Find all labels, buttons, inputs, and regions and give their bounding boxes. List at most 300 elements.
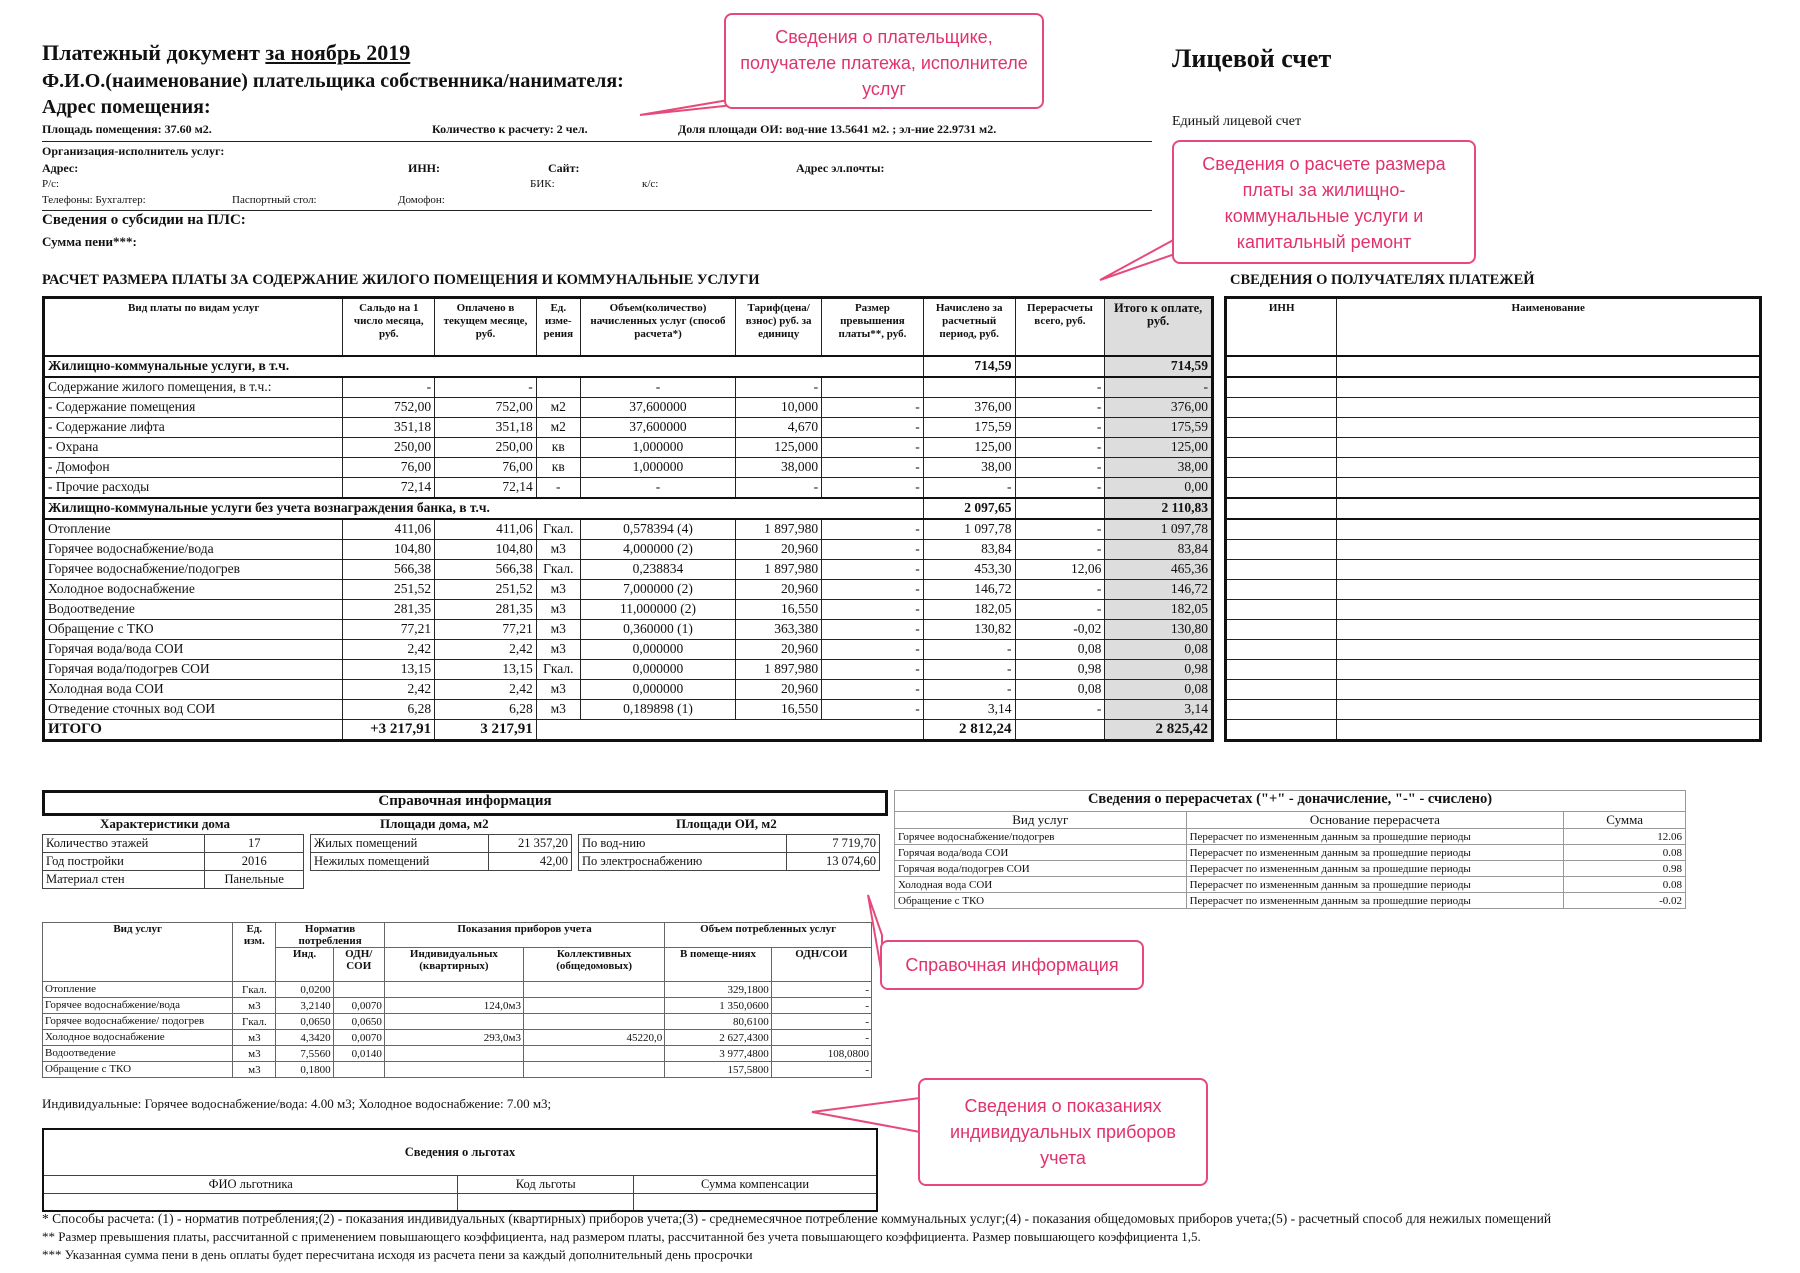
meter-cell: Горячее водоснабжение/ подогрев <box>43 1014 233 1030</box>
calc-cell: 1,000000 <box>580 437 736 457</box>
calc-cell: - <box>1015 457 1105 477</box>
calc-cell: - <box>1015 699 1105 719</box>
recalc-cell: 0.08 <box>1564 877 1686 893</box>
meter-cell: - <box>771 1014 871 1030</box>
recipient-row <box>1226 699 1761 719</box>
calc-cell: 752,00 <box>343 397 435 417</box>
recipients-table <box>1224 296 1762 742</box>
footnote-3: *** Указанная сумма пени в день оплаты будет пересчитана исходя из расчета пени за каждый дополнительный день просрочки <box>42 1247 753 1262</box>
recalc-cell: Обращение с ТКО <box>895 893 1187 909</box>
meter-cell: 3 977,4800 <box>665 1046 771 1062</box>
recipient-row <box>1226 417 1761 437</box>
calc-cell: - <box>822 679 924 699</box>
col-unit: Ед. изме-рения <box>536 298 580 356</box>
calc-cell: м2 <box>536 417 580 437</box>
col-service: Вид платы по видам услуг <box>44 298 343 356</box>
meter-cell <box>524 1046 665 1062</box>
meter-col-inroom: В помеще-ниях <box>665 948 771 982</box>
calc-cell: 83,84 <box>1105 539 1213 559</box>
calc-cell: Гкал. <box>536 659 580 679</box>
calc-cell: 146,72 <box>923 579 1015 599</box>
ref-label: Нежилых помещений <box>311 853 489 871</box>
calc-cell: 2,42 <box>343 639 435 659</box>
meter-cell: м3 <box>233 1046 276 1062</box>
meter-cell: 157,5800 <box>665 1062 771 1078</box>
calc-cell: 38,000 <box>736 457 822 477</box>
calc-cell: 1 897,980 <box>736 559 822 579</box>
calc-cell: - <box>536 477 580 498</box>
meter-row <box>43 1014 872 1030</box>
house-title: Характеристики дома <box>100 816 230 831</box>
recipient-row <box>1226 477 1761 498</box>
calc-cell: Водоотведение <box>44 599 343 619</box>
meter-cell: 0,0070 <box>333 998 384 1014</box>
col-excess: Размер превышения платы**, руб. <box>822 298 924 356</box>
recipient-row <box>1226 377 1761 398</box>
calc-cell: - <box>822 519 924 540</box>
meter-cell: - <box>771 1062 871 1078</box>
meter-cell: м3 <box>233 998 276 1014</box>
ref-value: 42,00 <box>489 853 572 871</box>
calc-cell: - <box>1015 519 1105 540</box>
calc-cell: - <box>1105 377 1213 398</box>
reference-title: Справочная информация <box>42 790 888 816</box>
calc-cell: Гкал. <box>536 559 580 579</box>
ref-value: Панельные <box>205 871 304 889</box>
recalc-title: Сведения о перерасчетах ("+" - доначисление, "-" - счислено) <box>894 790 1686 811</box>
penalty-label: Сумма пени***: <box>42 234 137 249</box>
calc-row <box>44 619 1213 639</box>
col-accrued: Начислено за расчетный период, руб. <box>923 298 1015 356</box>
recalc-cell: Холодная вода СОИ <box>895 877 1187 893</box>
meter-cell: Горячее водоснабжение/вода <box>43 998 233 1014</box>
calc-cell: 20,960 <box>736 679 822 699</box>
calc-cell: кв <box>536 437 580 457</box>
recalc-row <box>895 829 1686 845</box>
meter-cell: 124,0м3 <box>384 998 523 1014</box>
calc-row <box>44 417 1213 437</box>
calc-cell: 0,000000 <box>580 659 736 679</box>
recalc-cell: Горячая вода/вода СОИ <box>895 845 1187 861</box>
calc-cell: - Охрана <box>44 437 343 457</box>
calc-cell: 175,59 <box>1105 417 1213 437</box>
meter-row <box>43 1062 872 1078</box>
meter-cell: 7,5560 <box>276 1046 333 1062</box>
calc-cell: Гкал. <box>536 519 580 540</box>
recalc-cell: -0.02 <box>1564 893 1686 909</box>
calc-row <box>44 539 1213 559</box>
meter-col-ind: Инд. <box>276 948 333 982</box>
calc-cell: Горячее водоснабжение/подогрев <box>44 559 343 579</box>
calc-cell: Горячее водоснабжение/вода <box>44 539 343 559</box>
calc-cell: 376,00 <box>923 397 1015 417</box>
recip-inn: ИНН <box>1226 298 1337 356</box>
calc-cell: - <box>822 457 924 477</box>
calc-cell: 4,670 <box>736 417 822 437</box>
meter-cell <box>524 982 665 998</box>
meter-row <box>43 1030 872 1046</box>
recipient-row <box>1226 457 1761 477</box>
recipient-row <box>1226 519 1761 540</box>
calc-cell: 10,000 <box>736 397 822 417</box>
calc-cell: 566,38 <box>343 559 435 579</box>
unified-account: Единый лицевой счет <box>1172 114 1302 129</box>
calc-cell: м3 <box>536 679 580 699</box>
ref-value: 13 074,60 <box>786 853 879 871</box>
oi-title: Площади ОИ, м2 <box>676 816 777 831</box>
ref-label: Материал стен <box>43 871 205 889</box>
col-total: Итого к оплате, руб. <box>1105 298 1213 356</box>
meter-col-unit: Ед. изм. <box>233 923 276 982</box>
calc-cell: 38,00 <box>923 457 1015 477</box>
calc-cell: 20,960 <box>736 539 822 559</box>
benefits-table <box>42 1128 878 1212</box>
recalc-row <box>895 893 1686 909</box>
recalc-cell: Перерасчет по измененным данным за прошедшие периоды <box>1186 829 1564 845</box>
meter-cell <box>524 998 665 1014</box>
meter-cell: 45220,0 <box>524 1030 665 1046</box>
calc-cell: - <box>923 639 1015 659</box>
ref-label: Количество этажей <box>43 835 205 853</box>
recalc-row <box>895 877 1686 893</box>
calc-row <box>44 699 1213 719</box>
meter-cell: - <box>771 1030 871 1046</box>
meters-table <box>42 922 872 1078</box>
meter-col-collective: Коллективных (общедомовых) <box>524 948 665 982</box>
meter-col-service: Вид услуг <box>43 923 233 982</box>
calc-cell: Отопление <box>44 519 343 540</box>
ref-row <box>311 835 572 853</box>
meter-cell: 0,0140 <box>333 1046 384 1062</box>
calc-cell: - <box>343 377 435 398</box>
calc-cell: - <box>822 699 924 719</box>
group-row: Жилищно-коммунальные услуги, в т.ч. 714,59 714,59 <box>44 356 1213 377</box>
calc-cell: м3 <box>536 599 580 619</box>
calc-cell: 12,06 <box>1015 559 1105 579</box>
meter-cell: 4,3420 <box>276 1030 333 1046</box>
footnote-2: ** Размер превышения платы, рассчитанной с применением повышающего коэффициента, над размером платы, рассчитанной без учета повышающего коэффициента. Размер повышающего коэффициента 1,5. <box>42 1229 1201 1244</box>
calc-cell: 0,08 <box>1105 639 1213 659</box>
org-passport: Паспортный стол: <box>232 194 317 206</box>
calc-cell: м2 <box>536 397 580 417</box>
org-phones: Телефоны: Бухгалтер: <box>42 194 146 206</box>
calc-cell: 251,52 <box>435 579 537 599</box>
recipient-row <box>1226 719 1761 740</box>
recipient-row <box>1226 679 1761 699</box>
calc-cell: 0,98 <box>1015 659 1105 679</box>
calc-cell: 351,18 <box>435 417 537 437</box>
house-table <box>42 834 304 889</box>
calc-cell: - Прочие расходы <box>44 477 343 498</box>
calc-cell: - <box>923 477 1015 498</box>
col-volume: Объем(количество) начисленных услуг (способ расчета*) <box>580 298 736 356</box>
calc-cell <box>536 377 580 398</box>
meter-cell <box>333 1062 384 1078</box>
pointer-meter <box>812 1098 920 1132</box>
benef-col-code: Код льготы <box>458 1175 634 1193</box>
calc-cell: 182,05 <box>923 599 1015 619</box>
recalc-cell: Перерасчет по измененным данным за прошедшие периоды <box>1186 877 1564 893</box>
meter-cell <box>384 1014 523 1030</box>
calc-cell: 1,000000 <box>580 457 736 477</box>
calc-row <box>44 679 1213 699</box>
account-title: Лицевой счет <box>1172 44 1332 73</box>
calc-cell <box>923 377 1015 398</box>
calc-cell: 37,600000 <box>580 397 736 417</box>
address-label: Адрес помещения: <box>42 96 211 118</box>
meter-cell <box>384 982 523 998</box>
calc-cell: кв <box>536 457 580 477</box>
ref-label: По электроснабжению <box>579 853 787 871</box>
recipient-row <box>1226 539 1761 559</box>
benefits-title: Сведения о льготах <box>43 1129 877 1175</box>
calc-cell: - <box>1015 417 1105 437</box>
calc-row <box>44 519 1213 540</box>
meter-cell: м3 <box>233 1030 276 1046</box>
recipient-row <box>1226 579 1761 599</box>
recipient-row <box>1226 559 1761 579</box>
calc-row <box>44 579 1213 599</box>
recalc-col-sum: Сумма <box>1564 812 1686 829</box>
meter-col-individual: Индивидуальных (квартирных) <box>384 948 523 982</box>
col-tariff: Тариф(цена/ взнос) руб. за единицу <box>736 298 822 356</box>
share-info: Доля площади ОИ: вод-ние 13.5641 м2. ; эл-ние 22.9731 м2. <box>678 122 997 136</box>
calc-cell: 76,00 <box>343 457 435 477</box>
calc-cell: - <box>1015 437 1105 457</box>
recalc-col-service: Вид услуг <box>895 812 1187 829</box>
calc-cell: 1 897,980 <box>736 519 822 540</box>
org-email: Адрес эл.почты: <box>796 161 885 175</box>
calc-cell: 0,000000 <box>580 639 736 659</box>
calc-row <box>44 599 1213 619</box>
calc-cell: 130,82 <box>923 619 1015 639</box>
calc-cell: - <box>822 397 924 417</box>
recipient-row <box>1226 659 1761 679</box>
callout-reference: Справочная информация <box>880 940 1144 990</box>
calc-cell: 752,00 <box>435 397 537 417</box>
calc-cell: 72,14 <box>343 477 435 498</box>
meter-cell: 0,0650 <box>276 1014 333 1030</box>
calc-cell: - Содержание лифта <box>44 417 343 437</box>
calc-cell: 1 897,980 <box>736 659 822 679</box>
calc-cell: 2,42 <box>343 679 435 699</box>
calc-cell: 4,000000 (2) <box>580 539 736 559</box>
calc-cell: - Содержание помещения <box>44 397 343 417</box>
meter-col-readings: Показания приборов учета <box>384 923 664 948</box>
calc-cell: - <box>1015 539 1105 559</box>
recalc-cell: Горячее водоснабжение/подогрев <box>895 829 1187 845</box>
meter-col-odn: ОДН/ СОИ <box>333 948 384 982</box>
meter-cell: 0,1800 <box>276 1062 333 1078</box>
recalc-cell: 0.08 <box>1564 845 1686 861</box>
calc-cell: - <box>1015 599 1105 619</box>
calc-cell: - <box>822 619 924 639</box>
calc-cell: - <box>1015 579 1105 599</box>
calc-cell: 0,98 <box>1105 659 1213 679</box>
recipient-row <box>1226 619 1761 639</box>
area-info: Площадь помещения: 37.60 м2. <box>42 122 212 136</box>
calc-cell: 76,00 <box>435 457 537 477</box>
calc-cell: м3 <box>536 619 580 639</box>
payer-label: Ф.И.О.(наименование) плательщика собственника/нанимателя: <box>42 70 624 92</box>
calc-cell: 7,000000 (2) <box>580 579 736 599</box>
calc-cell: - <box>822 599 924 619</box>
calc-cell: - <box>736 377 822 398</box>
calc-cell: 0,578394 (4) <box>580 519 736 540</box>
meter-cell: 2 627,4300 <box>665 1030 771 1046</box>
calc-cell: - <box>923 679 1015 699</box>
recalc-cell: Перерасчет по измененным данным за прошедшие периоды <box>1186 893 1564 909</box>
calc-row <box>44 659 1213 679</box>
calc-table <box>42 296 1214 742</box>
calc-cell: 2,42 <box>435 679 537 699</box>
calc-cell: 0,360000 (1) <box>580 619 736 639</box>
recipient-row <box>1226 437 1761 457</box>
calc-row <box>44 639 1213 659</box>
ref-row <box>579 853 880 871</box>
callout-calc: Сведения о расчете размера платы за жилищно-коммунальные услуги и капитальный ремонт <box>1172 140 1476 264</box>
recalc-table <box>894 811 1686 909</box>
calc-cell: 2,42 <box>435 639 537 659</box>
calc-cell: 13,15 <box>435 659 537 679</box>
ref-label: По вод-нию <box>579 835 787 853</box>
org-site: Сайт: <box>548 161 580 175</box>
oi-table <box>578 834 880 871</box>
meter-col-norm: Норматив потребления <box>276 923 384 948</box>
callout-payer: Сведения о плательщике, получателе платежа, исполнителе услуг <box>724 13 1044 109</box>
calc-cell: 0,000000 <box>580 679 736 699</box>
meter-cell: Обращение с ТКО <box>43 1062 233 1078</box>
meter-cell <box>524 1014 665 1030</box>
calc-cell: Холодная вода СОИ <box>44 679 343 699</box>
calc-cell: 175,59 <box>923 417 1015 437</box>
calc-row <box>44 457 1213 477</box>
itogo-row: ИТОГО +3 217,91 3 217,91 2 812,24 2 825,42 <box>44 719 1213 740</box>
recalc-cell: 0.98 <box>1564 861 1686 877</box>
calc-cell: Отведение сточных вод СОИ <box>44 699 343 719</box>
meter-cell: - <box>771 982 871 998</box>
meter-cell: 0,0650 <box>333 1014 384 1030</box>
meter-cell <box>524 1062 665 1078</box>
calc-cell: 11,000000 (2) <box>580 599 736 619</box>
calc-cell: 16,550 <box>736 599 822 619</box>
ref-value: 21 357,20 <box>489 835 572 853</box>
org-rs: Р/с: <box>42 178 60 190</box>
individual-note: Индивидуальные: Горячее водоснабжение/вода: 4.00 м3; Холодное водоснабжение: 7.00 м3; <box>42 1096 552 1111</box>
recipient-row <box>1226 498 1761 519</box>
meter-cell: 0,0070 <box>333 1030 384 1046</box>
calc-cell: Обращение с ТКО <box>44 619 343 639</box>
ref-value: 7 719,70 <box>786 835 879 853</box>
calc-cell: м3 <box>536 639 580 659</box>
calc-cell: 20,960 <box>736 639 822 659</box>
calc-cell: м3 <box>536 699 580 719</box>
calc-cell: 0,189898 (1) <box>580 699 736 719</box>
meter-cell: Гкал. <box>233 982 276 998</box>
calc-cell: 182,05 <box>1105 599 1213 619</box>
ref-value: 2016 <box>205 853 304 871</box>
calc-cell: 6,28 <box>343 699 435 719</box>
org-label: Организация-исполнитель услуг: <box>42 144 225 158</box>
meter-row <box>43 998 872 1014</box>
calc-cell: 250,00 <box>435 437 537 457</box>
org-inn: ИНН: <box>408 161 440 175</box>
calc-cell: 3,14 <box>1105 699 1213 719</box>
ref-row <box>43 853 304 871</box>
col-saldo: Сальдо на 1 число месяца, руб. <box>343 298 435 356</box>
calc-row <box>44 477 1213 498</box>
recalc-row <box>895 845 1686 861</box>
meter-row <box>43 982 872 998</box>
calc-cell: 83,84 <box>923 539 1015 559</box>
meter-cell: м3 <box>233 1062 276 1078</box>
calc-cell: 281,35 <box>343 599 435 619</box>
calc-cell: 411,06 <box>435 519 537 540</box>
calc-cell: - <box>822 437 924 457</box>
recipient-row <box>1226 397 1761 417</box>
meter-cell: Гкал. <box>233 1014 276 1030</box>
calc-cell: 250,00 <box>343 437 435 457</box>
calc-cell: 37,600000 <box>580 417 736 437</box>
callout-meters: Сведения о показаниях индивидуальных приборов учета <box>918 1078 1208 1186</box>
meter-cell <box>384 1046 523 1062</box>
calc-cell: - <box>923 659 1015 679</box>
calc-cell: - <box>1015 397 1105 417</box>
meter-row <box>43 1046 872 1062</box>
calc-cell: 104,80 <box>343 539 435 559</box>
calc-cell: 38,00 <box>1105 457 1213 477</box>
calc-cell: - <box>822 477 924 498</box>
recalc-col-reason: Основание перерасчета <box>1186 812 1564 829</box>
calc-cell: 251,52 <box>343 579 435 599</box>
calc-cell: - <box>580 477 736 498</box>
calc-cell: Содержание жилого помещения, в т.ч.: <box>44 377 343 398</box>
calc-cell: - <box>822 417 924 437</box>
calc-cell: 566,38 <box>435 559 537 579</box>
calc-cell: 6,28 <box>435 699 537 719</box>
calc-cell: 125,000 <box>736 437 822 457</box>
meter-cell: - <box>771 998 871 1014</box>
calc-cell: м3 <box>536 539 580 559</box>
calc-cell: - <box>822 659 924 679</box>
ref-row <box>43 871 304 889</box>
meter-cell: 1 350,0600 <box>665 998 771 1014</box>
calc-cell: 13,15 <box>343 659 435 679</box>
recipient-row <box>1226 356 1761 377</box>
org-bik: БИК: <box>530 178 555 190</box>
calc-cell: 16,550 <box>736 699 822 719</box>
ref-label: Год постройки <box>43 853 205 871</box>
recalc-cell: Горячая вода/подогрев СОИ <box>895 861 1187 877</box>
meter-cell <box>384 1062 523 1078</box>
col-recalc: Перерасчеты всего, руб. <box>1015 298 1105 356</box>
recipient-row <box>1226 599 1761 619</box>
meter-cell: 329,1800 <box>665 982 771 998</box>
calc-cell: 0,238834 <box>580 559 736 579</box>
ref-row <box>579 835 880 853</box>
meter-cell: 80,6100 <box>665 1014 771 1030</box>
calc-cell: - <box>580 377 736 398</box>
org-ks: к/с: <box>642 178 659 190</box>
calc-cell: 0,00 <box>1105 477 1213 498</box>
recalc-cell: Перерасчет по измененным данным за прошедшие периоды <box>1186 861 1564 877</box>
calc-cell: 1 097,78 <box>923 519 1015 540</box>
meter-cell: 0,0200 <box>276 982 333 998</box>
calc-cell: Холодное водоснабжение <box>44 579 343 599</box>
calc-cell: - <box>822 579 924 599</box>
calc-cell: 411,06 <box>343 519 435 540</box>
recipients-title: СВЕДЕНИЯ О ПОЛУЧАТЕЛЯХ ПЛАТЕЖЕЙ <box>1230 272 1535 288</box>
